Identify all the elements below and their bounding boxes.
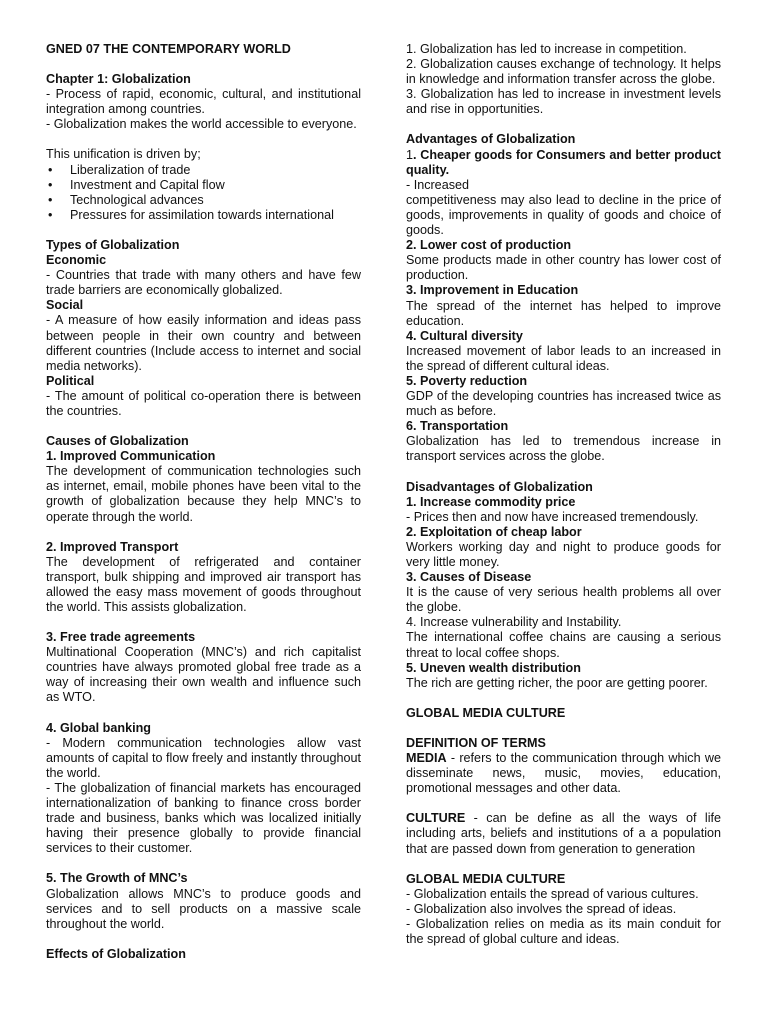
subheading: 6. Transportation bbox=[406, 419, 509, 434]
subheading: 1. Improved Communication bbox=[46, 449, 216, 464]
subheading: 2. Improved Transport bbox=[46, 539, 179, 554]
paragraph: - Countries that trade with many others and have few trade barriers are economically globalized. bbox=[46, 268, 361, 298]
paragraph: Increased movement of labor leads to an increased in the spread of different cultural ideas. bbox=[406, 343, 721, 373]
section-heading: Effects of Globalization bbox=[46, 946, 186, 961]
list-item: • Technological advances bbox=[46, 193, 361, 208]
paragraph: Globalization has led to tremendous increase in transport services across the globe. bbox=[406, 434, 721, 464]
definition-media bbox=[406, 751, 721, 796]
subheading: 1. Increase commodity price bbox=[406, 494, 576, 509]
paragraph: - A measure of how easily information and ideas pass between people in their own country and between different countries (Include access to internet and social media networks). bbox=[46, 313, 361, 373]
section-heading: Disadvantages of Globalization bbox=[406, 479, 593, 494]
paragraph: Multinational Cooperation (MNC’s) and rich capitalist countries have always promoted global free trade as a way of increasing their own wealth and influence such as WTO. bbox=[46, 645, 361, 705]
subheading: Economic bbox=[46, 253, 107, 268]
paragraph: The development of communication technologies such as internet, email, mobile phones have been vital to the growth of globalization because they help MNC’s to operate through the world. bbox=[46, 464, 361, 524]
subheading: 5. Poverty reduction bbox=[406, 373, 528, 388]
item-number: 1 bbox=[406, 147, 414, 162]
paragraph: The rich are getting richer, the poor are getting poorer. bbox=[406, 675, 708, 690]
subheading: 3. Improvement in Education bbox=[406, 283, 579, 298]
subheading: 2. Lower cost of production bbox=[406, 238, 572, 253]
term: CULTURE bbox=[406, 811, 466, 826]
paragraph: The development of refrigerated and container transport, bulk shipping and improved air transport has allowed the easy mass movement of goods throughout the world. This assists globalization. bbox=[46, 554, 361, 614]
definition-text: - refers to the communication through which we disseminate news, music, movies, education, promotional messages and other data. bbox=[406, 751, 721, 796]
paragraph: - Modern communication technologies allow vast amounts of capital to flow freely and instantly throughout the world. bbox=[46, 735, 361, 780]
paragraph: - Globalization also involves the spread of ideas. bbox=[406, 901, 677, 916]
paragraph: - The globalization of financial markets has encouraged internationalization of banking to finance cross border trade and business, banks which was localized initially having their presence globally to provide financial services to their customer. bbox=[46, 780, 361, 856]
section-heading: Types of Globalization bbox=[46, 237, 180, 252]
section-heading: GLOBAL MEDIA CULTURE bbox=[406, 871, 566, 886]
drivers-list bbox=[46, 163, 361, 223]
subheading: Political bbox=[46, 373, 95, 388]
drivers-lead: This unification is driven by; bbox=[46, 147, 201, 162]
paragraph: - Globalization relies on media as its main conduit for the spread of global culture and ideas. bbox=[406, 916, 721, 946]
paragraph: It is the cause of very serious health problems all over the globe. bbox=[406, 585, 721, 615]
section-heading: Causes of Globalization bbox=[46, 434, 189, 449]
definition-text: - can be define as all the ways of life including arts, beliefs and institutions of a a population that are passed down from generation to generation bbox=[406, 811, 721, 856]
paragraph: competitiveness may also lead to decline in the price of goods, improvements in quality of goods and choice of goods. bbox=[406, 192, 721, 238]
subheading: 5. Uneven wealth distribution bbox=[406, 660, 581, 675]
paragraph: 2. Globalization causes exchange of technology. It helps in knowledge and information transfer across the globe. bbox=[406, 57, 721, 87]
paragraph: Globalization allows MNC’s to produce goods and services and to sell products on a massive scale throughout the world. bbox=[46, 886, 361, 931]
paragraph: - Increased bbox=[406, 177, 469, 192]
intro-paragraph: - Globalization makes the world accessible to everyone. bbox=[46, 117, 357, 132]
chapter-heading: Chapter 1: Globalization bbox=[46, 72, 191, 87]
subheading: 3. Free trade agreements bbox=[46, 630, 196, 645]
document-title: GNED 07 THE CONTEMPORARY WORLD bbox=[46, 42, 291, 56]
section-heading: Advantages of Globalization bbox=[406, 132, 576, 147]
right-column bbox=[406, 42, 721, 947]
subheading bbox=[406, 148, 721, 178]
left-column bbox=[46, 42, 361, 962]
paragraph: 1. Globalization has led to increase in competition. bbox=[406, 42, 687, 56]
paragraph: 3. Globalization has led to increase in investment levels and rise in opportunities. bbox=[406, 87, 721, 117]
list-item: • Investment and Capital flow bbox=[46, 178, 361, 193]
section-heading: DEFINITION OF TERMS bbox=[406, 735, 546, 750]
subheading: 5. The Growth of MNC’s bbox=[46, 871, 188, 886]
paragraph: - The amount of political co-operation there is between the countries. bbox=[46, 388, 361, 418]
paragraph: Some products made in other country has lower cost of production. bbox=[406, 253, 721, 283]
subheading: Social bbox=[46, 298, 84, 313]
paragraph: Workers working day and night to produce goods for very little money. bbox=[406, 539, 721, 569]
term: MEDIA bbox=[406, 751, 447, 766]
subheading-text: . Cheaper goods for Consumers and better product quality. bbox=[406, 147, 721, 177]
intro-paragraph: - Process of rapid, economic, cultural, and institutional integration among countries. bbox=[46, 87, 361, 117]
paragraph: - Globalization entails the spread of various cultures. bbox=[406, 886, 699, 901]
subheading: 4. Global banking bbox=[46, 720, 151, 735]
subheading: 2. Exploitation of cheap labor bbox=[406, 524, 582, 539]
section-heading: GLOBAL MEDIA CULTURE bbox=[406, 705, 566, 720]
paragraph: The spread of the internet has helped to improve education. bbox=[406, 298, 721, 328]
paragraph: - Prices then and now have increased tremendously. bbox=[406, 509, 699, 524]
subheading: 4. Cultural diversity bbox=[406, 328, 523, 343]
paragraph: GDP of the developing countries has increased twice as much as before. bbox=[406, 389, 721, 419]
paragraph: The international coffee chains are causing a serious threat to local coffee shops. bbox=[406, 630, 721, 660]
subheading: 3. Causes of Disease bbox=[406, 570, 532, 585]
list-item: • Liberalization of trade bbox=[46, 163, 361, 178]
definition-culture bbox=[406, 811, 721, 856]
paragraph: 4. Increase vulnerability and Instability. bbox=[406, 615, 622, 630]
list-item: • Pressures for assimilation towards international bbox=[46, 208, 361, 223]
